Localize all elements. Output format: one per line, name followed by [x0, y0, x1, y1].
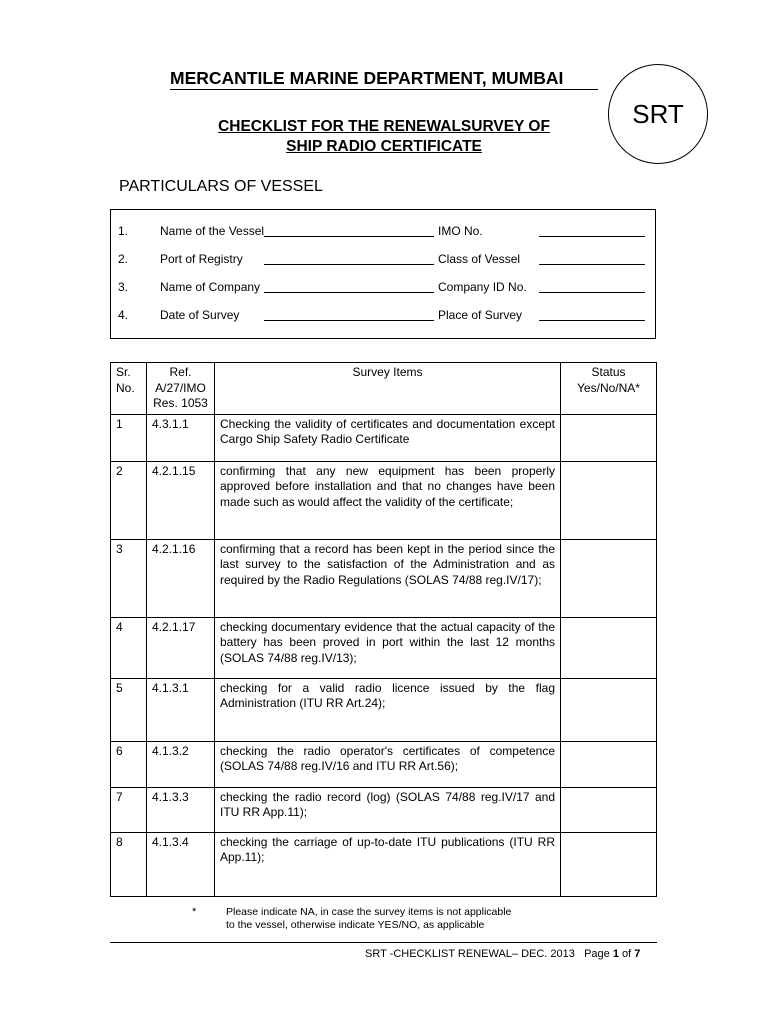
ref-cell: 4.1.3.3	[147, 787, 215, 832]
ref-cell: 4.2.1.17	[147, 617, 215, 678]
footer-page-word: Page	[584, 948, 610, 960]
vessel-name-field[interactable]	[264, 224, 434, 237]
ref-cell: 4.1.3.2	[147, 741, 215, 787]
table-header-row	[111, 363, 657, 415]
ref-cell: 4.2.1.15	[147, 461, 215, 539]
footer-page-number: 1	[612, 948, 619, 960]
status-cell[interactable]	[561, 414, 657, 461]
sr-cell: 4	[111, 617, 147, 678]
sr-cell: 6	[111, 741, 147, 787]
place-survey-field[interactable]	[539, 308, 645, 321]
header-status: Status Yes/No/NA*	[561, 363, 657, 415]
item-cell: checking the carriage of up-to-date ITU publications (ITU RR App.11);	[215, 832, 561, 896]
company-id-field[interactable]	[539, 280, 645, 293]
status-cell[interactable]	[561, 617, 657, 678]
note-line-1: Please indicate NA, in case the survey items is not applicable	[226, 906, 512, 918]
item-cell: Checking the validity of certificates and documentation except Cargo Ship Safety Radio Certificate	[215, 414, 561, 461]
imo-field[interactable]	[539, 224, 645, 237]
status-cell[interactable]	[561, 787, 657, 832]
date-survey-label: Date of Survey	[160, 308, 240, 322]
table-row	[111, 741, 657, 787]
class-vessel-label: Class of Vessel	[438, 252, 521, 266]
status-cell[interactable]	[561, 539, 657, 617]
imo-label: IMO No.	[438, 224, 483, 238]
row-number: 1.	[118, 224, 129, 238]
item-cell: checking the radio record (log) (SOLAS 74/88 reg.IV/17 and ITU RR App.11);	[215, 787, 561, 832]
footer-doc-id: SRT -CHECKLIST RENEWAL– DEC. 2013	[365, 948, 575, 960]
item-cell: confirming that any new equipment has been properly approved before installation and that no changes have been made such as would affect the validity of the certificate;	[215, 461, 561, 539]
subtitle-line-1: CHECKLIST FOR THE RENEWALSURVEY OF	[218, 118, 550, 135]
vessel-name-label: Name of the Vessel	[160, 224, 265, 238]
footer-page-total: 7	[634, 948, 641, 960]
status-cell[interactable]	[561, 741, 657, 787]
sr-cell: 2	[111, 461, 147, 539]
srt-badge: SRT	[608, 64, 708, 164]
vessel-particulars-box	[110, 209, 656, 339]
ref-cell: 4.1.3.4	[147, 832, 215, 896]
note-asterisk: *	[192, 906, 197, 918]
particular-row	[111, 224, 655, 240]
place-survey-label: Place of Survey	[438, 308, 523, 322]
sr-cell: 8	[111, 832, 147, 896]
item-cell: checking the radio operator's certificates of competence (SOLAS 74/88 reg.IV/16 and ITU RR Art.56);	[215, 741, 561, 787]
date-survey-field[interactable]	[264, 308, 434, 321]
port-registry-label: Port of Registry	[160, 252, 243, 266]
note-text	[226, 906, 511, 932]
table-row	[111, 461, 657, 539]
table-row	[111, 678, 657, 741]
class-vessel-field[interactable]	[539, 252, 645, 265]
particular-row	[111, 280, 655, 296]
footer-of-word: of	[622, 948, 632, 960]
ref-cell: 4.3.1.1	[147, 414, 215, 461]
particulars-heading: PARTICULARS OF VESSEL	[119, 178, 323, 195]
survey-items-table	[110, 362, 657, 897]
sr-cell: 5	[111, 678, 147, 741]
header-survey-items: Survey Items	[215, 363, 561, 415]
table-row	[111, 539, 657, 617]
subtitle-line-2: SHIP RADIO CERTIFICATE	[286, 138, 482, 155]
ref-cell: 4.1.3.1	[147, 678, 215, 741]
row-number: 3.	[118, 280, 129, 294]
table-row	[111, 414, 657, 461]
table-row	[111, 787, 657, 832]
item-cell: checking documentary evidence that the actual capacity of the battery has been proved in port within the last 12 months (SOLAS 74/88 reg.IV/13);	[215, 617, 561, 678]
table-row	[111, 832, 657, 896]
header-sr-no: Sr. No.	[111, 363, 147, 415]
ref-cell: 4.2.1.16	[147, 539, 215, 617]
note-line-2: to the vessel, otherwise indicate YES/NO, as applicable	[226, 919, 485, 931]
status-cell[interactable]	[561, 461, 657, 539]
table-row	[111, 617, 657, 678]
company-name-field[interactable]	[264, 280, 434, 293]
sr-cell: 1	[111, 414, 147, 461]
sr-cell: 7	[111, 787, 147, 832]
footer-divider	[110, 942, 657, 943]
company-name-label: Name of Company	[160, 280, 261, 294]
item-cell: checking for a valid radio licence issued by the flag Administration (ITU RR Art.24);	[215, 678, 561, 741]
item-cell: confirming that a record has been kept in the period since the last survey to the satisfaction of the Administration and as required by the Radio Regulations (SOLAS 74/88 reg.IV/17);	[215, 539, 561, 617]
company-id-label: Company ID No.	[438, 280, 527, 294]
particular-row	[111, 252, 655, 268]
sr-cell: 3	[111, 539, 147, 617]
port-registry-field[interactable]	[264, 252, 434, 265]
particular-row	[111, 308, 655, 324]
status-cell[interactable]	[561, 678, 657, 741]
row-number: 4.	[118, 308, 129, 322]
row-number: 2.	[118, 252, 129, 266]
page-title: MERCANTILE MARINE DEPARTMENT, MUMBAI	[170, 68, 598, 90]
header-ref: Ref. A/27/IMO Res. 1053	[147, 363, 215, 415]
status-cell[interactable]	[561, 832, 657, 896]
page-footer	[365, 948, 640, 960]
